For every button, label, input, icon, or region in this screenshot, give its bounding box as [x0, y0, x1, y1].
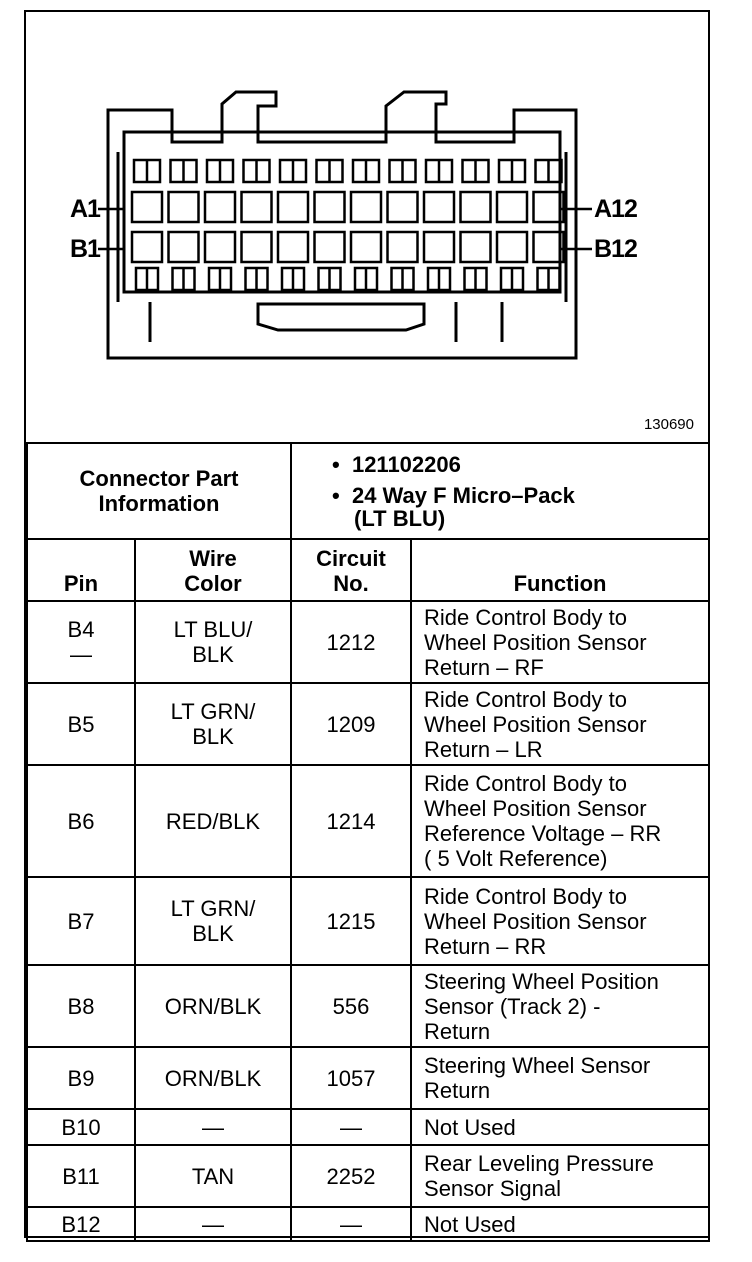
table-row: [27, 1109, 709, 1145]
pin-value: B10: [61, 1114, 101, 1140]
wire-color: BLK: [192, 724, 234, 749]
cavity-row-b: [424, 232, 454, 262]
pin-value: B4: [67, 617, 95, 642]
wire-color-cell: [135, 1047, 291, 1109]
header-circuit-line1: Circuit: [316, 546, 386, 571]
connector-color: (LT BLU): [354, 505, 446, 531]
table-row: [27, 965, 709, 1047]
wire-color-cell: [135, 601, 291, 683]
function-line: Sensor Signal: [424, 1176, 561, 1201]
table-row: [27, 877, 709, 965]
cavity-row-b: [461, 232, 491, 262]
circuit-cell: 1214: [291, 765, 411, 877]
wire-color-cell: [135, 1207, 291, 1241]
pin-value: B12: [61, 1211, 101, 1237]
function-cell: [411, 877, 709, 965]
label-b12: B12: [594, 235, 637, 263]
function-line: Ride Control Body to: [424, 604, 628, 630]
wire-color: —: [202, 1211, 224, 1237]
cavity-row-a: [205, 192, 235, 222]
cavity-row-b: [205, 232, 235, 262]
wire-color: ORN/BLK: [164, 1065, 262, 1091]
connector-info-title: [27, 443, 291, 539]
connector-drawing: [26, 12, 708, 442]
pin-cell: [27, 601, 135, 683]
cavity-row-a: [242, 192, 272, 222]
pin-value: B5: [67, 711, 95, 737]
function-line: Not Used: [424, 1211, 516, 1237]
wire-color-cell: [135, 877, 291, 965]
circuit-cell: —: [291, 1207, 411, 1241]
pin-cell: [27, 877, 135, 965]
cavity-row-b: [388, 232, 418, 262]
bullet-2: •: [332, 482, 340, 508]
circuit-cell: —: [291, 1109, 411, 1145]
cavity-row-a: [424, 192, 454, 222]
function-line: Ride Control Body to: [424, 686, 628, 712]
header-function: Function: [411, 539, 709, 601]
function-cell: [411, 765, 709, 877]
figure-id: 130690: [643, 416, 694, 433]
function-line: Rear Leveling Pressure: [424, 1151, 654, 1176]
part-number: 121102206: [351, 451, 461, 477]
function-cell: [411, 1109, 709, 1145]
function-cell: [411, 965, 709, 1047]
function-line: Wheel Position Sensor: [424, 629, 647, 655]
function-cell: [411, 1207, 709, 1241]
pin-cell: [27, 765, 135, 877]
header-circuit: [291, 539, 411, 601]
function-line: Return – LR: [424, 736, 543, 762]
function-line: Steering Wheel Sensor: [424, 1053, 651, 1078]
function-cell: [411, 683, 709, 765]
function-line: Wheel Position Sensor: [424, 796, 647, 821]
pin-cell: [27, 683, 135, 765]
wire-color-cell: [135, 1145, 291, 1207]
header-wire-color: [135, 539, 291, 601]
connector-diagram: [26, 12, 708, 442]
table-row: [27, 1047, 709, 1109]
cavity-row-b: [242, 232, 272, 262]
header-wire: Wire: [189, 546, 237, 571]
circuit-cell: 556: [291, 965, 411, 1047]
pin-rows: [27, 601, 709, 1241]
wire-color: BLK: [192, 642, 234, 667]
function-line: Return – RR: [424, 933, 547, 959]
header-circuit-line2: No.: [333, 571, 369, 596]
cavity-row-b: [497, 232, 527, 262]
page-frame: [24, 10, 710, 1238]
pin-cell: [27, 1145, 135, 1207]
header-color: Color: [184, 571, 242, 596]
function-line: Return: [424, 1018, 491, 1044]
wire-color-cell: [135, 765, 291, 877]
cavity-row-a: [461, 192, 491, 222]
function-cell: [411, 1145, 709, 1207]
cavity-row-a: [169, 192, 199, 222]
circuit-cell: 1215: [291, 877, 411, 965]
cavity-row-b: [132, 232, 162, 262]
table-row: [27, 683, 709, 765]
cavity-row-a: [132, 192, 162, 222]
wire-color: LT BLU/: [173, 617, 253, 642]
function-line: Sensor (Track 2) -: [424, 993, 601, 1019]
function-line: Ride Control Body to: [424, 771, 628, 796]
label-b1: B1: [70, 235, 100, 263]
function-line: Wheel Position Sensor: [424, 711, 647, 737]
table-row: [27, 601, 709, 683]
header-pin: Pin: [27, 539, 135, 601]
wire-color: BLK: [192, 921, 234, 946]
cavity-row-a: [388, 192, 418, 222]
connector-description: 24 Way F Micro–Pack: [351, 482, 575, 508]
connector-info-details: [291, 443, 709, 539]
wire-color-cell: [135, 1109, 291, 1145]
wire-color-cell: [135, 683, 291, 765]
connector-title-line2: Information: [98, 491, 220, 516]
connector-title-line1: Connector Part: [79, 466, 239, 491]
wire-color: —: [202, 1114, 224, 1140]
label-a1: A1: [70, 195, 100, 223]
pin-value: B9: [67, 1065, 95, 1091]
cavity-row-b: [169, 232, 199, 262]
pin-cell: [27, 1109, 135, 1145]
wire-color: RED/BLK: [165, 808, 261, 834]
cavity-row-b: [351, 232, 381, 262]
pin-cell: [27, 1047, 135, 1109]
pin-sub: —: [70, 642, 92, 667]
pinout-table: [26, 442, 710, 1242]
wire-color-cell: [135, 965, 291, 1047]
function-line: Steering Wheel Position: [424, 968, 659, 994]
wire-color: LT GRN/: [170, 699, 256, 724]
function-line: Not Used: [424, 1114, 516, 1140]
wire-color: LT GRN/: [170, 896, 256, 921]
function-line: Ride Control Body to: [424, 883, 628, 909]
table-row: [27, 1207, 709, 1241]
cavity-row-a: [351, 192, 381, 222]
circuit-cell: 1212: [291, 601, 411, 683]
cavity-row-b: [315, 232, 345, 262]
table-row: [27, 765, 709, 877]
circuit-cell: 1057: [291, 1047, 411, 1109]
pin-cell: [27, 1207, 135, 1241]
wire-color: TAN: [191, 1163, 235, 1189]
cavity-row-a: [315, 192, 345, 222]
pin-value: B6: [67, 808, 95, 834]
function-line: Return: [424, 1078, 491, 1103]
cavity-row-b: [278, 232, 308, 262]
pin-value: B8: [67, 993, 95, 1019]
circuit-cell: 2252: [291, 1145, 411, 1207]
function-cell: [411, 601, 709, 683]
wire-color: ORN/BLK: [164, 993, 262, 1019]
header-row: [27, 539, 709, 601]
function-line: ( 5 Volt Reference): [424, 846, 608, 871]
cavity-row-a: [278, 192, 308, 222]
function-line: Wheel Position Sensor: [424, 908, 647, 934]
bullet-1: •: [332, 451, 340, 477]
function-line: Reference Voltage – RR: [424, 821, 662, 846]
label-a12: A12: [594, 195, 637, 223]
circuit-cell: 1209: [291, 683, 411, 765]
pin-value: B7: [67, 908, 95, 934]
connector-info-row: [27, 443, 709, 539]
pin-value: B11: [62, 1163, 100, 1189]
cavity-row-a: [497, 192, 527, 222]
function-line: Return – RF: [424, 654, 544, 680]
function-cell: [411, 1047, 709, 1109]
table-row: [27, 1145, 709, 1207]
pin-cell: [27, 965, 135, 1047]
